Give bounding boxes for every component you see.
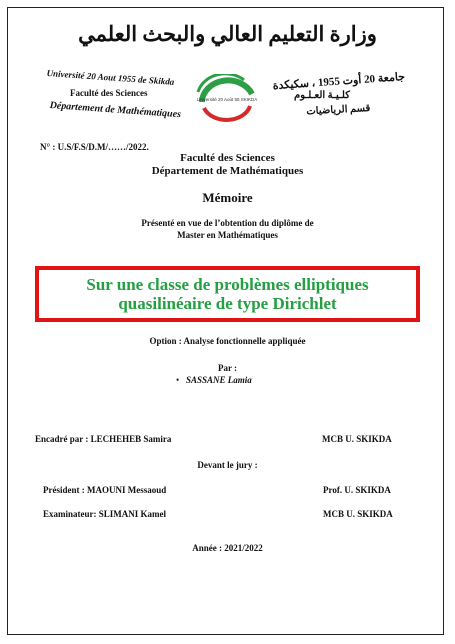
faculty-name-fr: Faculté des Sciences xyxy=(70,88,148,98)
logo-text: Université 20 Août 55 SKIKDA xyxy=(196,97,258,102)
ministry-title: وزارة التعليم العالي والبحث العلمي xyxy=(78,22,377,46)
author-name: SASSANE Lamia xyxy=(186,375,252,385)
university-logo xyxy=(192,74,262,124)
document-type: Mémoire xyxy=(202,190,253,205)
jury-examiner: Examinateur: SLIMANI Kamel xyxy=(43,509,166,519)
jury-label: Devant le jury : xyxy=(197,460,258,470)
jury-president-rank: Prof. U. SKIKDA xyxy=(323,485,391,495)
faculty-heading: Faculté des Sciences xyxy=(180,152,275,164)
university-name-ar: جامعة 20 أوت 1955 ، سكيكدة xyxy=(272,70,406,93)
supervisor-rank: MCB U. SKIKDA xyxy=(322,434,392,444)
department-name-ar: قسم الرياضيات xyxy=(306,103,371,118)
supervisor: Encadré par : LECHEHEB Samira xyxy=(35,434,172,444)
department-heading: Département de Mathématiques xyxy=(151,165,304,177)
option-line: Option : Analyse fonctionnelle appliquée xyxy=(149,336,306,346)
reference-number: N° : U.S/F.S/D.M/……/2022. xyxy=(40,142,149,152)
faculty-name-ar: كلـيـة العـلـوم xyxy=(294,90,350,101)
jury-president: Président : MAOUNI Messaoud xyxy=(43,485,167,495)
by-label: Par : xyxy=(217,363,238,373)
presented-line-2: Master en Mathématiques xyxy=(177,230,278,240)
presented-line-1: Présenté en vue de l’obtention du diplôme de xyxy=(141,218,314,228)
department-name-fr: Département de Mathématiques xyxy=(49,100,182,121)
thesis-title-line-2: quasilinéaire de type Dirichlet xyxy=(118,294,337,313)
bullet-icon: • xyxy=(176,375,180,385)
thesis-title-line-1: Sur une classe de problèmes elliptiques xyxy=(86,275,369,294)
thesis-title-box xyxy=(35,266,420,322)
academic-year: Année : 2021/2022 xyxy=(192,543,263,553)
jury-examiner-rank: MCB U. SKIKDA xyxy=(323,509,393,519)
university-name-fr: Université 20 Aout 1955 de Skikda xyxy=(46,68,175,87)
